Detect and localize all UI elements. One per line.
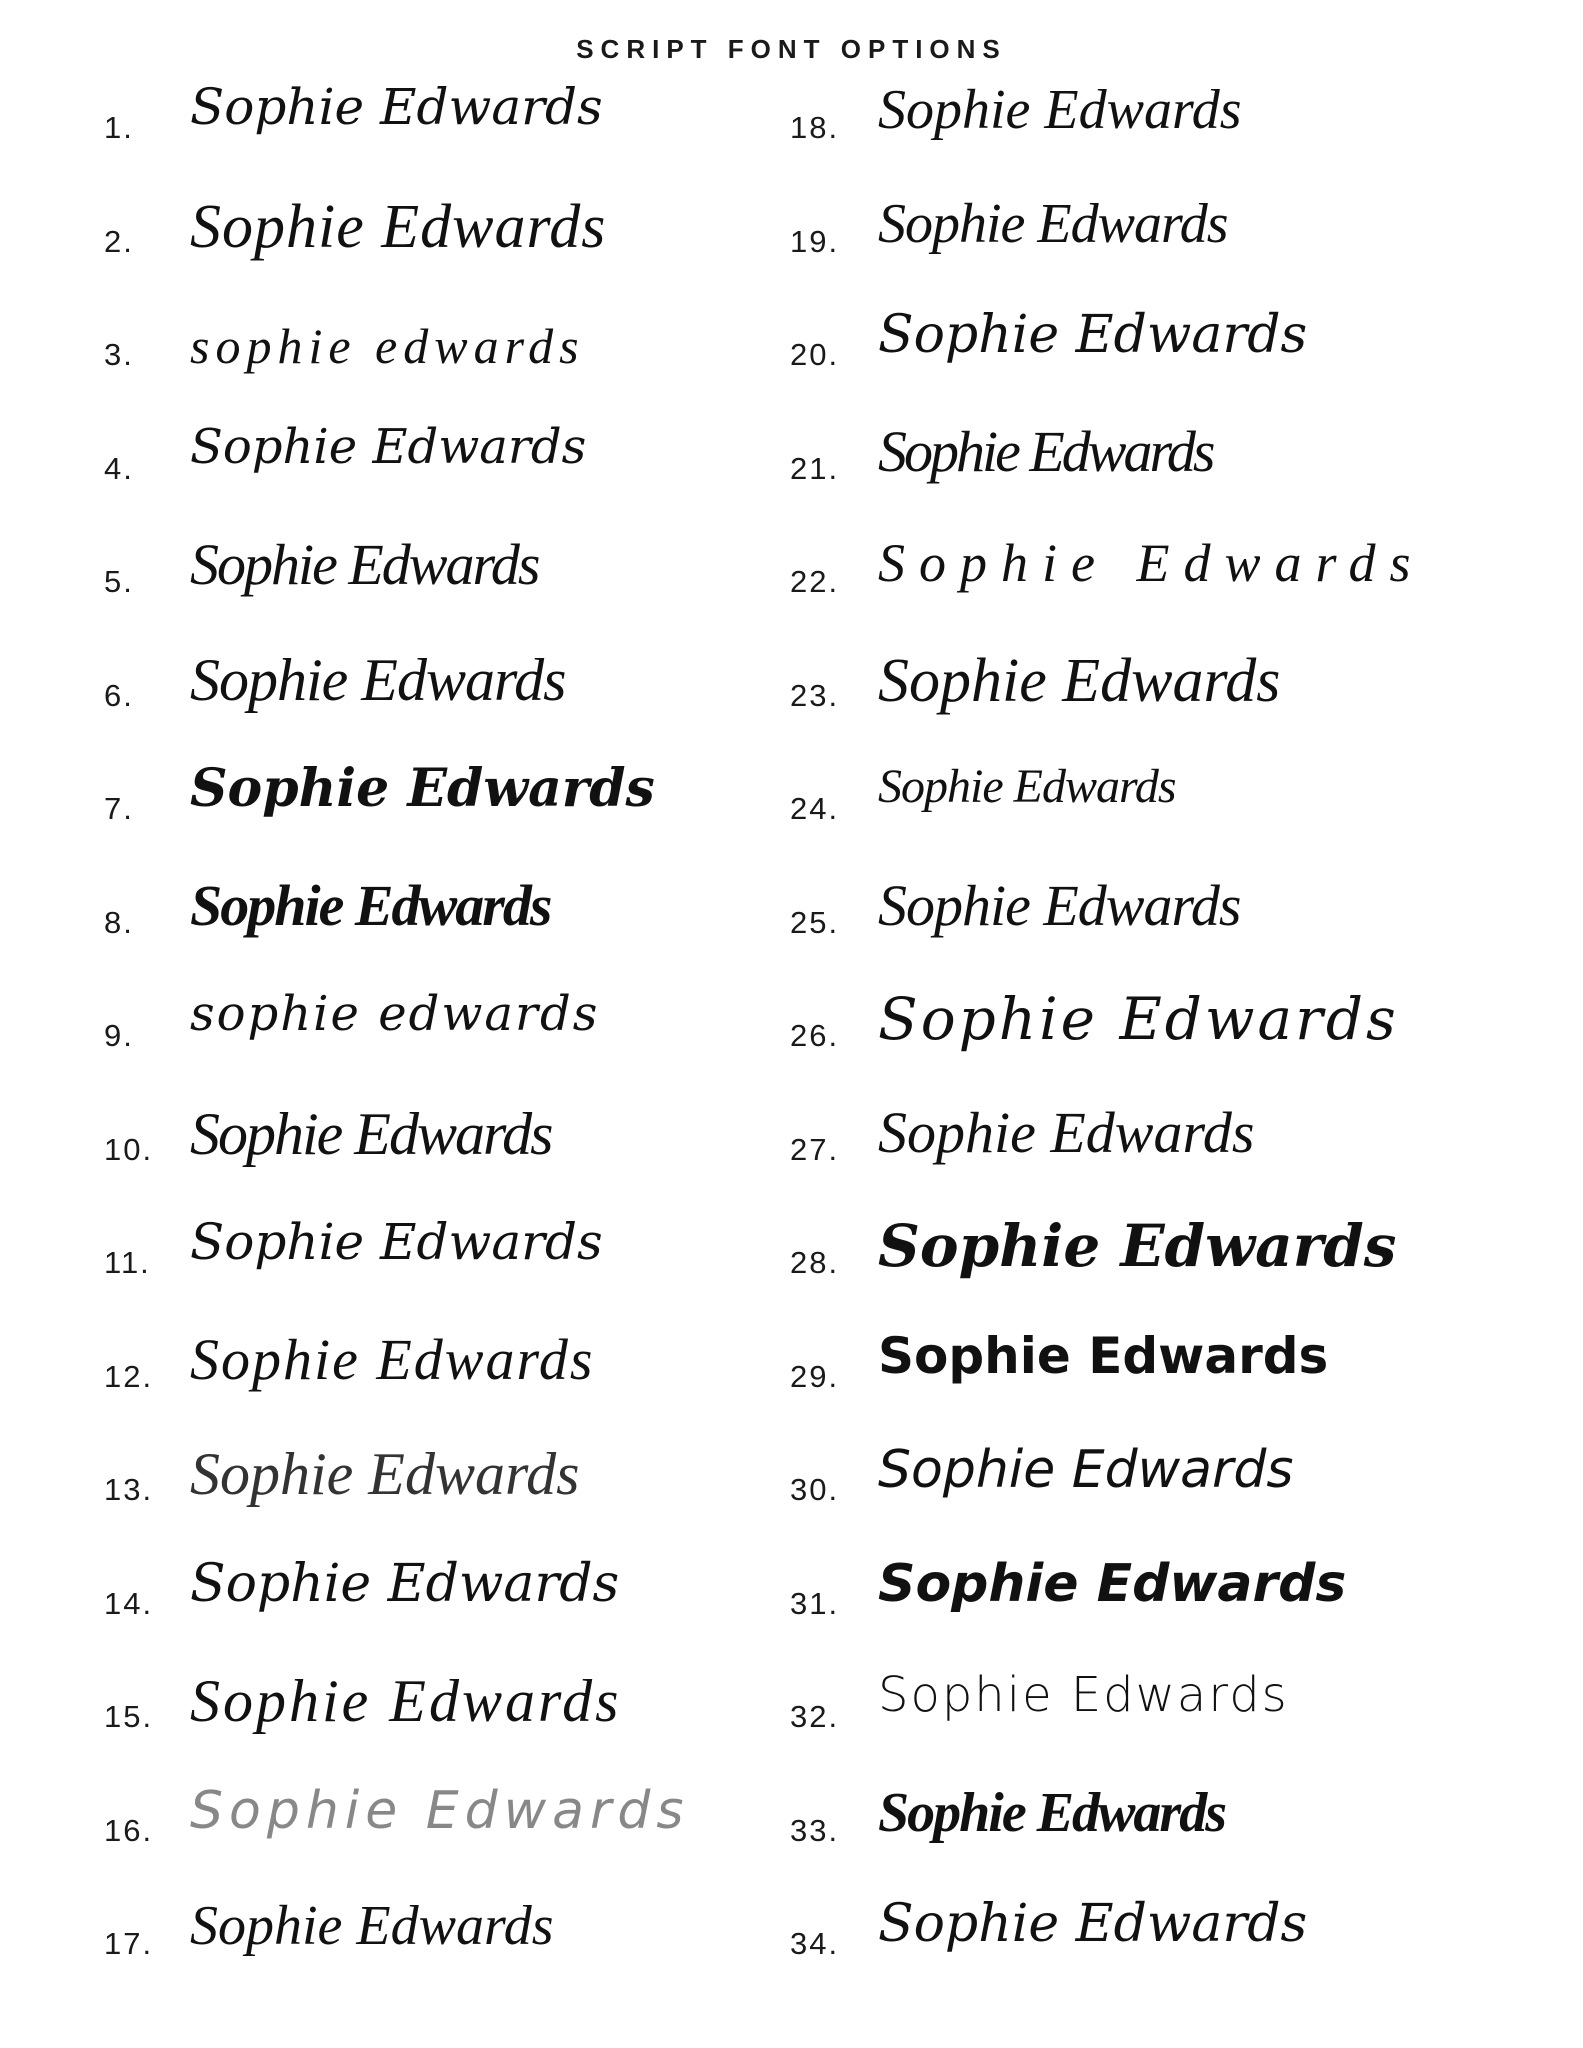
font-option[interactable] xyxy=(0,180,780,294)
option-number: 34. xyxy=(790,1926,840,1961)
font-sample: Sophie Edwards xyxy=(878,533,1425,593)
option-number: 22. xyxy=(790,564,840,599)
option-number: 32. xyxy=(790,1699,840,1734)
font-option[interactable] xyxy=(790,1428,1570,1542)
font-sample: Sophie Edwards xyxy=(878,646,1281,715)
font-sample: Sophie Edwards xyxy=(190,418,587,475)
option-number: 30. xyxy=(790,1472,840,1507)
option-number: 17. xyxy=(104,1926,154,1961)
option-number: 1. xyxy=(104,110,134,145)
font-sample: Sophie Edwards xyxy=(878,305,1308,365)
font-option[interactable] xyxy=(0,1769,780,1883)
font-option[interactable] xyxy=(0,293,780,407)
font-sample: Sophie Edwards xyxy=(190,1668,622,1734)
option-number: 18. xyxy=(790,110,840,145)
option-number: 19. xyxy=(790,223,840,259)
font-sample: Sophie Edwards xyxy=(878,1440,1294,1500)
option-number: 4. xyxy=(104,450,134,486)
font-option[interactable] xyxy=(0,974,780,1088)
option-number: 31. xyxy=(790,1585,840,1621)
font-option[interactable] xyxy=(0,1315,780,1429)
option-number: 7. xyxy=(104,791,134,826)
font-option[interactable] xyxy=(790,1769,1570,1883)
font-option[interactable] xyxy=(0,407,780,521)
option-number: 23. xyxy=(790,677,840,713)
font-option[interactable] xyxy=(0,1882,780,1996)
font-sample: Sophie Edwards xyxy=(190,1213,603,1271)
option-number: 26. xyxy=(790,1018,840,1053)
font-option[interactable] xyxy=(790,1315,1570,1429)
font-option[interactable] xyxy=(0,1428,780,1542)
font-option[interactable] xyxy=(790,861,1570,975)
option-number: 24. xyxy=(790,791,840,826)
font-list-left xyxy=(0,66,780,1996)
font-sample: Sophie Edwards xyxy=(190,1780,690,1841)
font-sample: Sophie Edwards xyxy=(190,532,539,597)
option-number: 20. xyxy=(790,337,840,372)
font-option[interactable] xyxy=(0,1542,780,1656)
option-number: 16. xyxy=(104,1812,154,1848)
option-number: 5. xyxy=(104,564,134,599)
font-option[interactable] xyxy=(790,1201,1570,1315)
option-number: 12. xyxy=(104,1358,154,1394)
font-option[interactable] xyxy=(0,66,780,180)
font-sample: sophie edwards xyxy=(190,318,585,374)
option-number: 27. xyxy=(790,1131,840,1167)
font-option[interactable] xyxy=(0,634,780,748)
font-sample: Sophie Edwards xyxy=(878,1099,1255,1165)
font-option[interactable] xyxy=(790,520,1570,634)
option-number: 6. xyxy=(104,677,134,713)
option-number: 29. xyxy=(790,1358,840,1394)
option-number: 2. xyxy=(104,223,134,259)
font-option[interactable] xyxy=(790,974,1570,1088)
font-option[interactable] xyxy=(0,1655,780,1769)
font-sample: Sophie Edwards xyxy=(878,1667,1289,1723)
font-option[interactable] xyxy=(790,747,1570,861)
font-option[interactable] xyxy=(790,66,1570,180)
option-number: 8. xyxy=(104,904,134,940)
font-sample: Sophie Edwards xyxy=(190,872,551,938)
font-sample: Sophie Edwards xyxy=(878,1326,1329,1385)
font-sample: Sophie Edwards xyxy=(190,192,607,261)
font-sample: Sophie Edwards xyxy=(190,1441,580,1507)
option-number: 13. xyxy=(104,1472,154,1507)
option-number: 33. xyxy=(790,1812,840,1848)
option-number: 10. xyxy=(104,1131,154,1167)
font-sample: Sophie Edwards xyxy=(878,1553,1347,1614)
font-option[interactable] xyxy=(790,407,1570,521)
font-sample: Sophie Edwards xyxy=(878,1894,1308,1954)
option-number: 25. xyxy=(790,904,840,940)
option-number: 9. xyxy=(104,1018,134,1053)
font-sample: Sophie Edwards xyxy=(190,78,603,136)
font-sample: Sophie Edwards xyxy=(878,760,1176,813)
option-number: 11. xyxy=(104,1245,151,1280)
font-sample: Sophie Edwards xyxy=(190,1100,552,1167)
font-sample: sophie edwards xyxy=(190,986,600,1042)
font-sample: Sophie Edwards xyxy=(878,985,1399,1053)
font-option[interactable] xyxy=(790,1542,1570,1656)
font-sample: Sophie Edwards xyxy=(190,1895,554,1957)
option-number: 21. xyxy=(790,450,840,486)
option-number: 3. xyxy=(104,337,134,372)
font-option[interactable] xyxy=(790,634,1570,748)
font-sample: Sophie Edwards xyxy=(190,1326,595,1392)
font-option[interactable] xyxy=(790,180,1570,294)
font-sample: Sophie Edwards xyxy=(878,1212,1397,1280)
option-number: 15. xyxy=(104,1699,154,1734)
font-option[interactable] xyxy=(0,1201,780,1315)
font-sample: Sophie Edwards xyxy=(190,1553,620,1614)
option-number: 14. xyxy=(104,1585,154,1621)
font-sample: Sophie Edwards xyxy=(878,872,1241,938)
option-number: 28. xyxy=(790,1245,840,1280)
font-sample: Sophie Edwards xyxy=(878,418,1213,484)
page-title: SCRIPT FONT OPTIONS xyxy=(576,34,1007,64)
font-option[interactable] xyxy=(0,1088,780,1202)
font-option[interactable] xyxy=(790,1088,1570,1202)
font-sample: Sophie Edwards xyxy=(878,192,1228,255)
font-list-right xyxy=(790,66,1570,1996)
font-option[interactable] xyxy=(790,1655,1570,1769)
font-option[interactable] xyxy=(0,861,780,975)
font-sample: Sophie Edwards xyxy=(190,758,655,819)
font-sample: Sophie Edwards xyxy=(190,646,566,713)
font-option[interactable] xyxy=(0,747,780,861)
font-sample: Sophie Edwards xyxy=(878,79,1242,141)
font-option[interactable] xyxy=(790,1882,1570,1996)
font-option[interactable] xyxy=(0,520,780,634)
font-sample: Sophie Edwards xyxy=(878,1781,1225,1844)
font-option[interactable] xyxy=(790,293,1570,407)
